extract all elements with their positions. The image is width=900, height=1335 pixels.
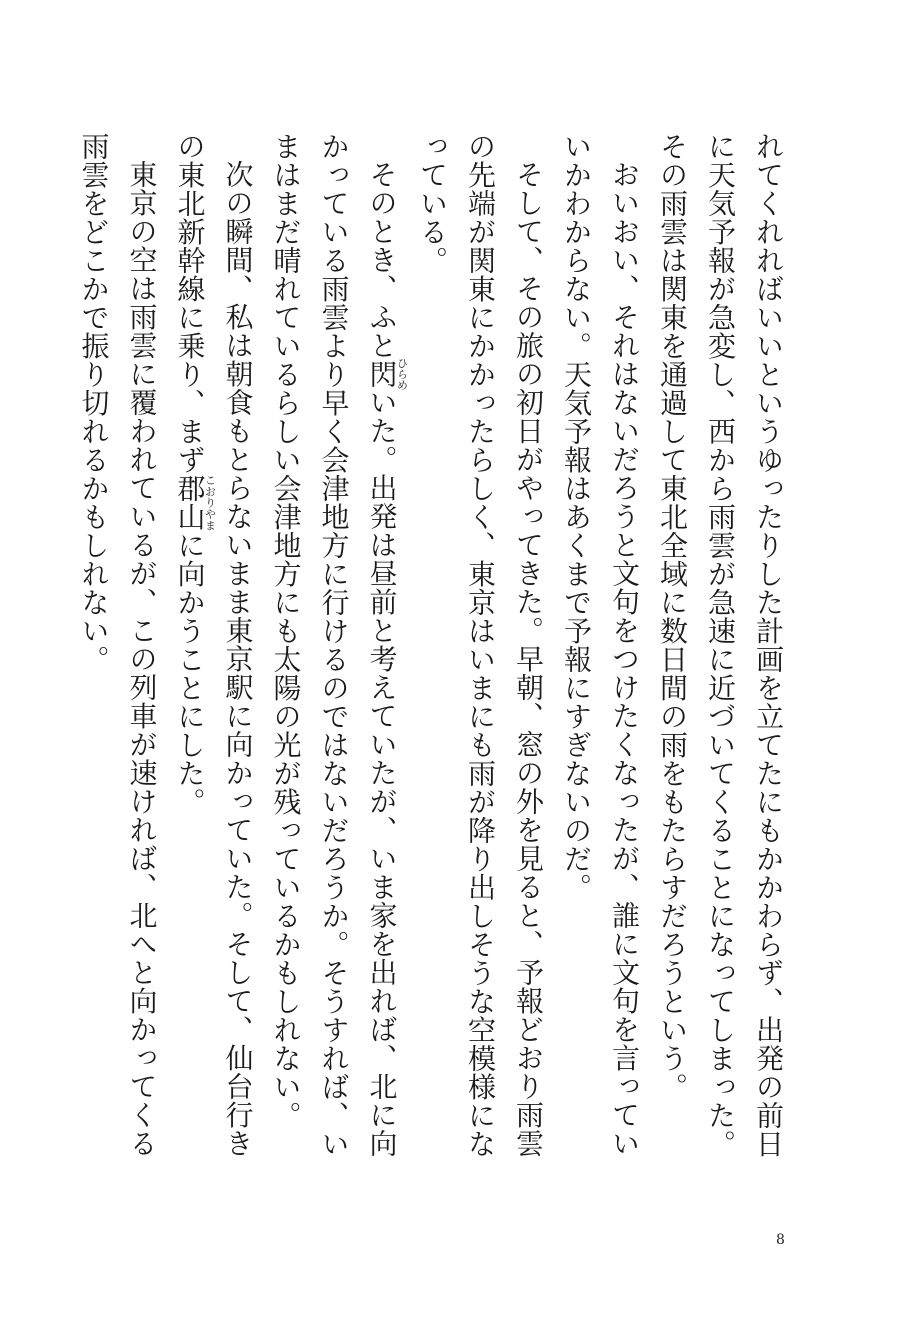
vertical-text-body [77,132,792,1182]
ruby-koriyama [173,474,217,531]
paragraph-2: おいおい、それはないだろうと文句をつけたくなったが、誰に文句を言っていいかわからない。天気予報はあくまで予報にすぎないのだ。 [560,132,641,1158]
paragraph-6: 東京の空は雨雲に覆われているが、この列車が速ければ、北へと向かってくる雨雲をどこかで振り切れるかもしれない。 [77,132,159,1158]
paragraph-5-after: に向かうことにした。 [173,531,207,816]
ruby-hirame [365,357,409,391]
page-number: 8 [776,1232,785,1248]
ruby-reading: こおりやま [203,474,217,531]
paragraph-4-after: いた。出発は昼前と考えていたが、いま家を出れば、北に向かっている雨雲より早く会津地方に行けるのではないだろうか。そうすれば、いまはまだ晴れているらしい会津地方にも太陽の光が残っているかもしれない。 [269,132,399,1158]
ruby-base: 郡山 [173,474,207,531]
ruby-base: 閃 [365,357,399,391]
ruby-reading: ひらめ [395,357,409,391]
paragraph-5-before: 次の瞬間、私は朝食もとらないまま東京駅に向かっていた。そして、仙台行きの東北新幹線に乗り、まず [173,132,255,1158]
paragraph-3: そして、その旅の初日がやってきた。早朝、窓の外を見ると、予報どおり雨雲の先端が関東にかかったらしく、東京はいまにも雨が降り出しそうな空模様になっている。 [416,132,545,1158]
paragraph-1: れてくれればいいというゆったりした計画を立てたにもかかわらず、出発の前日に天気予報が急変し、西から雨雲が急速に近づいてくることになってしまった。その雨雲は関東を通過して東北全域に数日間の雨をもたらすだろうという。 [656,132,785,1158]
paragraph-4 [262,132,409,1182]
paragraph-4-before: そのとき、ふと [365,160,399,360]
paragraph-5 [166,132,262,1182]
